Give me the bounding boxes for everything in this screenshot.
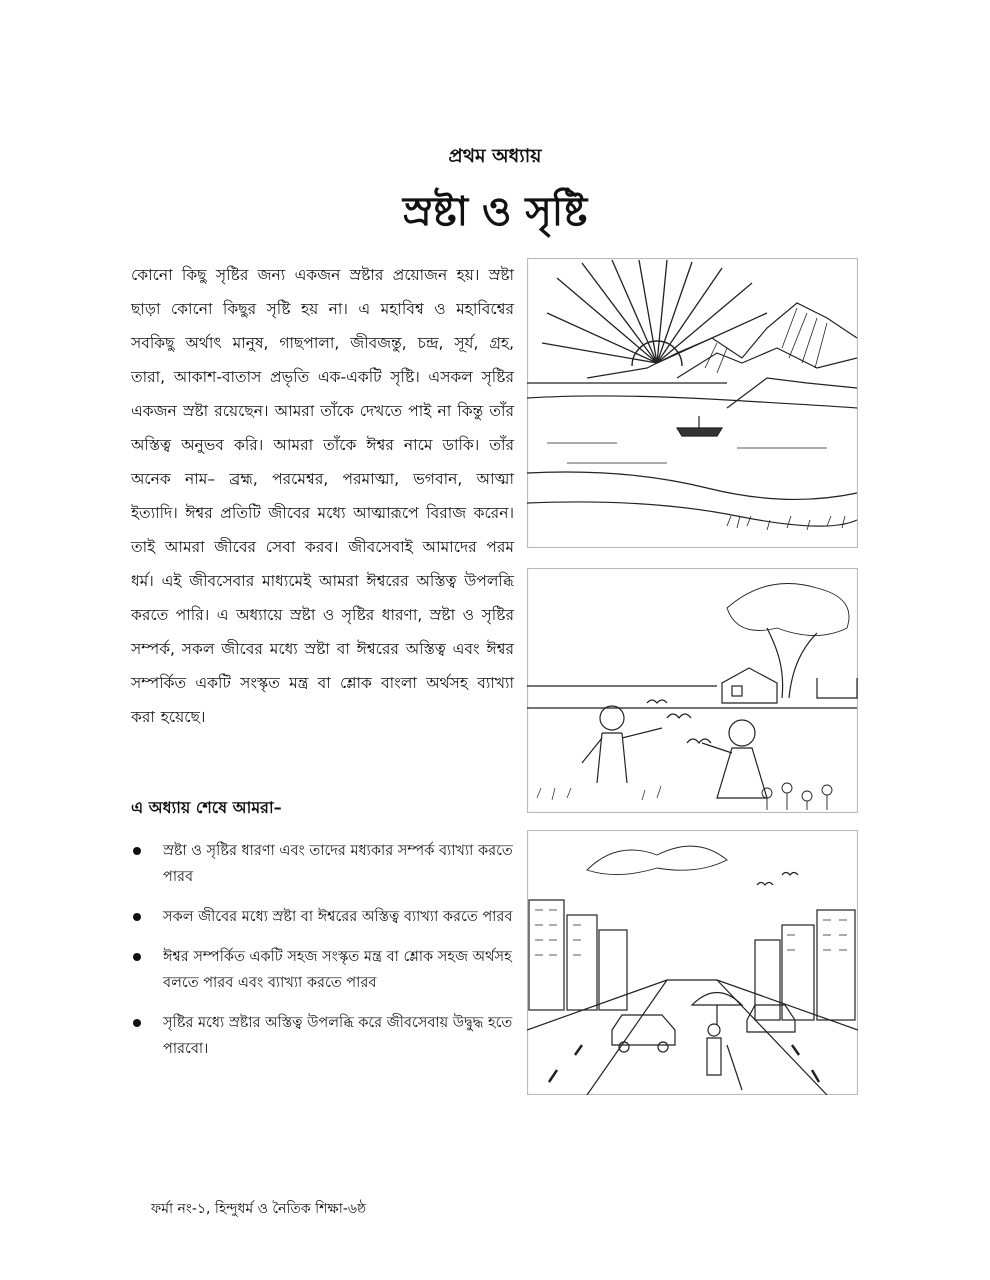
children-with-birds-icon bbox=[527, 568, 858, 813]
chapter-title: স্রষ্টা ও সৃষ্টি bbox=[402, 189, 588, 235]
bullet-icon bbox=[133, 847, 141, 855]
objective-text: সকল জীবের মধ্যে স্রষ্টা বা ঈশ্বরের অস্তিত্ব ব্যাখ্যা করতে পারব bbox=[163, 909, 513, 925]
objective-text: সৃষ্টির মধ্যে স্রষ্টার অস্তিত্ব উপলব্ধি করে জীবসেবায় উদ্বুদ্ধ হতে পারবো। bbox=[163, 1015, 513, 1057]
city-street-illustration bbox=[527, 830, 858, 1095]
city-street-icon bbox=[527, 830, 858, 1095]
objective-text: ঈশ্বর সম্পর্কিত একটি সহজ সংস্কৃত মন্ত্র বা শ্লোক সহজ অর্থসহ বলতে পারব এবং ব্যাখ্যা করতে পারব bbox=[163, 949, 512, 991]
objective-text: স্রষ্টা ও সৃষ্টির ধারণা এবং তাদের মধ্যকার সম্পর্ক ব্যাখ্যা করতে পারব bbox=[163, 843, 513, 885]
bullet-icon bbox=[133, 1019, 141, 1027]
objectives-heading: এ অধ্যায় শেষে আমরা– bbox=[131, 798, 282, 817]
objectives-list bbox=[131, 838, 521, 1076]
bullet-icon bbox=[133, 913, 141, 921]
objective-item bbox=[131, 1010, 521, 1062]
intro-paragraph: কোনো কিছু সৃষ্টির জন্য একজন স্রষ্টার প্রয়োজন হয়। স্রষ্টা ছাড়া কোনো কিছুর সৃষ্টি হয় না। এ মহাবিশ্ব ও মহাবিশ্বের সবকিছু অর্থাৎ মানুষ, গাছপালা, জীবজন্তু, চন্দ্র, সূর্য, গ্রহ, তারা, আকাশ-বাতাস প্রভৃতি এক-একটি সৃষ্টি। এসকল সৃষ্টির একজন স্রষ্টা রয়েছেন। আমরা তাঁকে দেখতে পাই না কিন্তু তাঁর অস্তিত্ব অনুভব করি। আমরা তাঁকে ঈশ্বর নামে ডাকি। তাঁর অনেক নাম– ব্রহ্ম, পরমেশ্বর, পরমাত্মা, ভগবান, আত্মা ইত্যাদি। ঈশ্বর প্রতিটি জীবের মধ্যে আত্মারূপে বিরাজ করেন। তাই আমরা জীবের সেবা করব। জীবসেবাই আমাদের পরম ধর্ম। এই জীবসেবার মাধ্যমেই আমরা ঈশ্বরের অস্তিত্ব উপলব্ধি করতে পারি। এ অধ্যায়ে স্রষ্টা ও সৃষ্টির ধারণা, স্রষ্টা ও সৃষ্টির সম্পর্ক, সকল জীবের মধ্যে স্রষ্টা বা ঈশ্বরের অস্তিত্ব এবং ঈশ্বর সম্পর্কিত একটি সংস্কৃত মন্ত্র বা শ্লোক বাংলা অর্থসহ ব্যাখ্যা করা হয়েছে। bbox=[131, 266, 514, 726]
chapter-label: প্রথম অধ্যায় bbox=[448, 145, 542, 167]
objective-item bbox=[131, 944, 521, 996]
bullet-icon bbox=[133, 953, 141, 961]
children-with-birds-illustration bbox=[527, 568, 858, 813]
objective-item bbox=[131, 904, 521, 930]
page-footer: ফর্মা নং-১, হিন্দুধর্ম ও নৈতিক শিক্ষা-৬ষ্ঠ bbox=[151, 1201, 367, 1217]
sunrise-landscape-illustration bbox=[527, 258, 858, 548]
sunrise-landscape-icon bbox=[527, 258, 858, 548]
objective-item bbox=[131, 838, 521, 890]
